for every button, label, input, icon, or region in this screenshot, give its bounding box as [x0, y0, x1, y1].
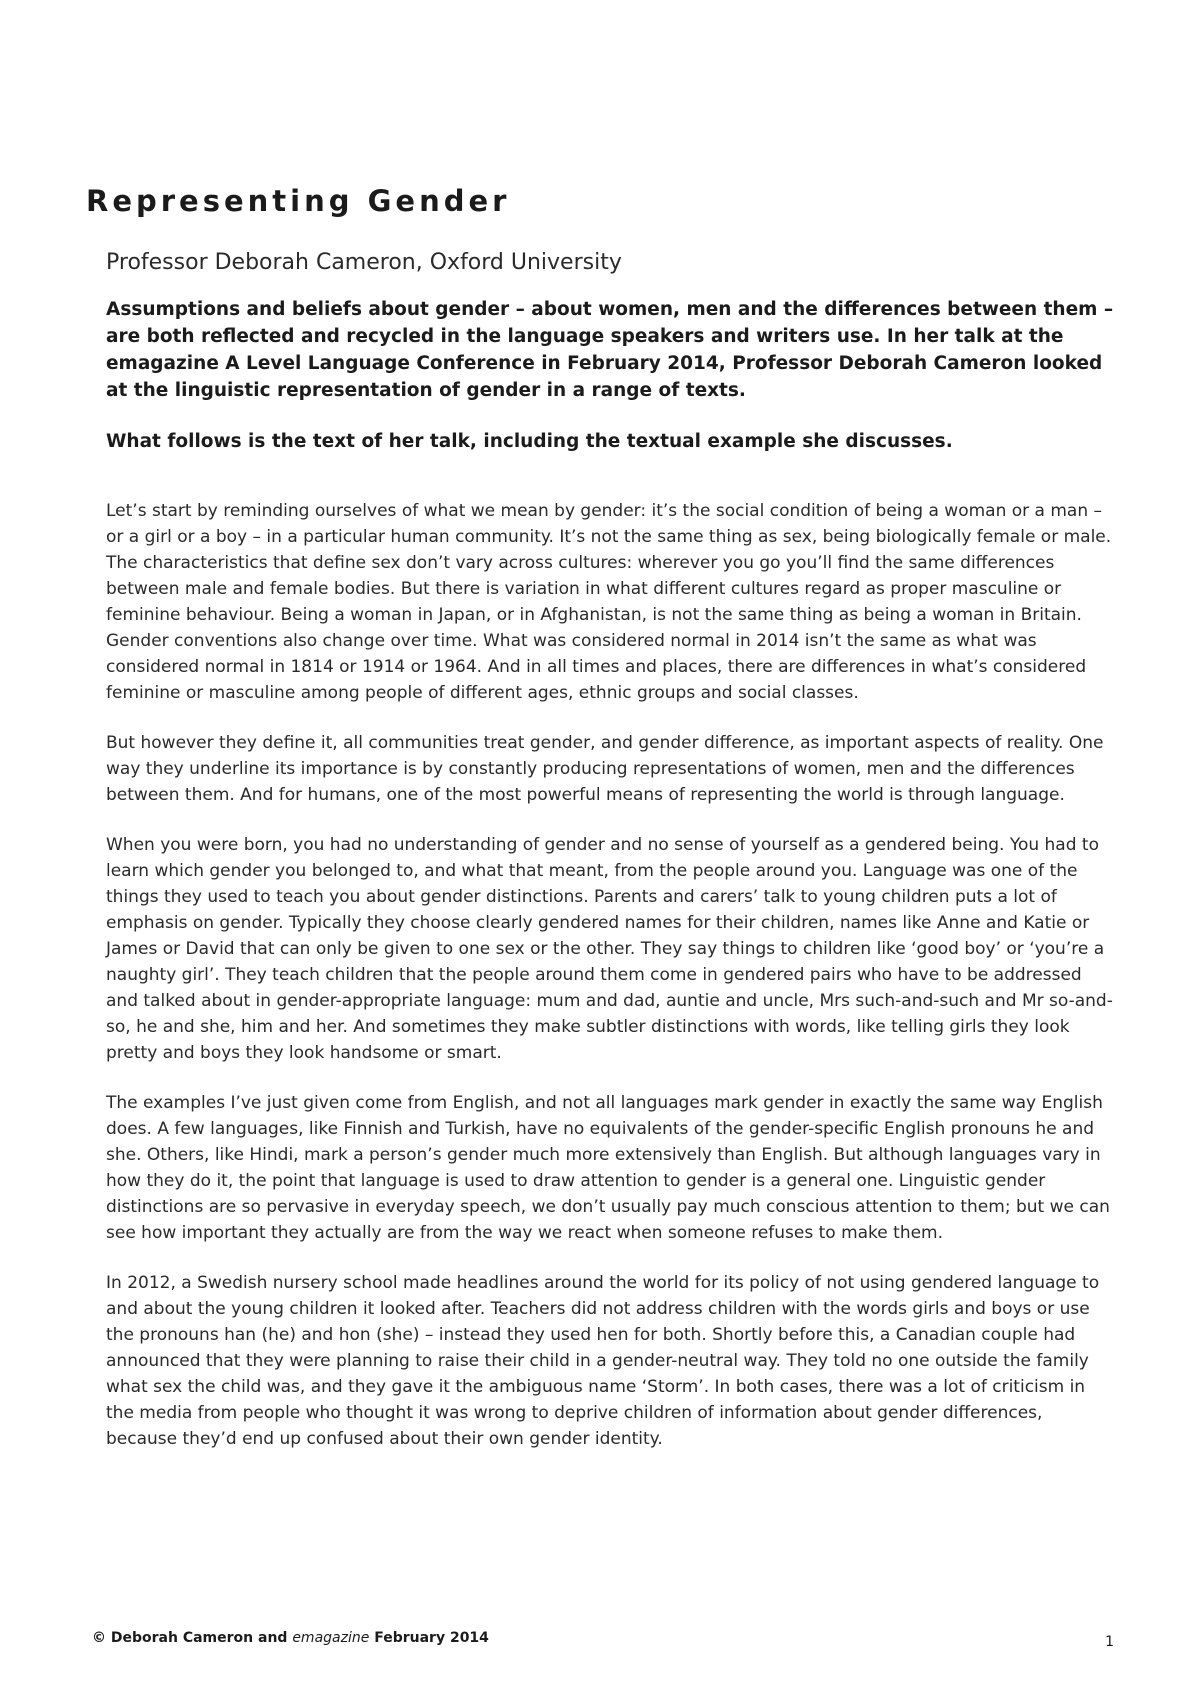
document-title: Representing Gender — [86, 184, 511, 218]
copyright-magazine: emagazine — [292, 1630, 370, 1646]
intro-note: What follows is the text of her talk, including the textual example she discusses. — [106, 431, 953, 452]
body-paragraph: But however they define it, all communities treat gender, and gender difference, as important aspects of reality. One way they underline its importance is by constantly producing representations of women, men and the differences between them. And for humans, one of the most powerful means of representing the world is through language. — [106, 733, 1104, 805]
page-number: 1 — [1105, 1634, 1114, 1650]
body-paragraph: In 2012, a Swedish nursery school made headlines around the world for its policy of not using gendered language to and about the young children it looked after. Teachers did not address children with the words girls and boys or use the pronouns han (he) and hon (she) – instead they used hen for both. Shortly before this, a Canadian couple had announced that they were planning to raise their child in a gender-neutral way. They told no one outside the family what sex the child was, and they gave it the ambiguous name ‘Storm’. In both cases, there was a lot of criticism in the media from people who thought it was wrong to deprive children of information about gender differences, because they’d end up confused about their own gender identity. — [106, 1273, 1100, 1449]
copyright-prefix: © Deborah Cameron and — [92, 1630, 293, 1646]
footer-copyright — [92, 1630, 489, 1646]
copyright-suffix: February 2014 — [369, 1630, 489, 1646]
body-text — [106, 498, 1118, 1476]
body-paragraph: The examples I’ve just given come from English, and not all languages mark gender in exactly the same way English does. A few languages, like Finnish and Turkish, have no equivalents of the gender-specific English pronouns he and she. Others, like Hindi, mark a person’s gender much more extensively than English. But although languages vary in how they do it, the point that language is used to draw attention to gender is a general one. Linguistic gender distinctions are so pervasive in everyday speech, we don’t usually pay much conscious attention to them; but we can see how important they actually are from the way we react when someone refuses to make them. — [106, 1093, 1110, 1243]
intro-paragraph: Assumptions and beliefs about gender – about women, men and the differences between them – are both reflected and recycled in the language speakers and writers use. In her talk at the emagazine A Level Language Conference in February 2014, Professor Deborah Cameron looked at the linguistic representation of gender in a range of texts. — [106, 299, 1114, 401]
body-paragraph: Let’s start by reminding ourselves of what we mean by gender: it’s the social condition of being a woman or a man – or a girl or a boy – in a particular human community. It’s not the same thing as sex, being biologically female or male. The characteristics that define sex don’t vary across cultures: wherever you go you’ll find the same differences between male and female bodies. But there is variation in what different cultures regard as proper masculine or feminine behaviour. Being a woman in Japan, or in Afghanistan, is not the same thing as being a woman in Britain. Gender conventions also change over time. What was considered normal in 2014 isn’t the same as what was considered normal in 1814 or 1914 or 1964. And in all times and places, there are differences in what’s considered feminine or masculine among people of different ages, ethnic groups and social classes. — [106, 501, 1112, 703]
document-subtitle: Professor Deborah Cameron, Oxford University — [106, 250, 622, 275]
body-paragraph: When you were born, you had no understanding of gender and no sense of yourself as a gendered being. You had to learn which gender you belonged to, and what that meant, from the people around you. Language was one of the things they used to teach you about gender distinctions. Parents and carers’ talk to young children puts a lot of emphasis on gender. Typically they choose clearly gendered names for their children, names like Anne and Katie or James or David that can only be given to one sex or the other. They say things to children like ‘good boy’ or ‘you’re a naughty girl’. They teach children that the people around them come in gendered pairs who have to be addressed and talked about in gender-appropriate language: mum and dad, auntie and uncle, Mrs such-and-such and Mr so-and-so, he and she, him and her. And sometimes they make subtler distinctions with words, like telling girls they look pretty and boys they look handsome or smart. — [106, 835, 1113, 1063]
